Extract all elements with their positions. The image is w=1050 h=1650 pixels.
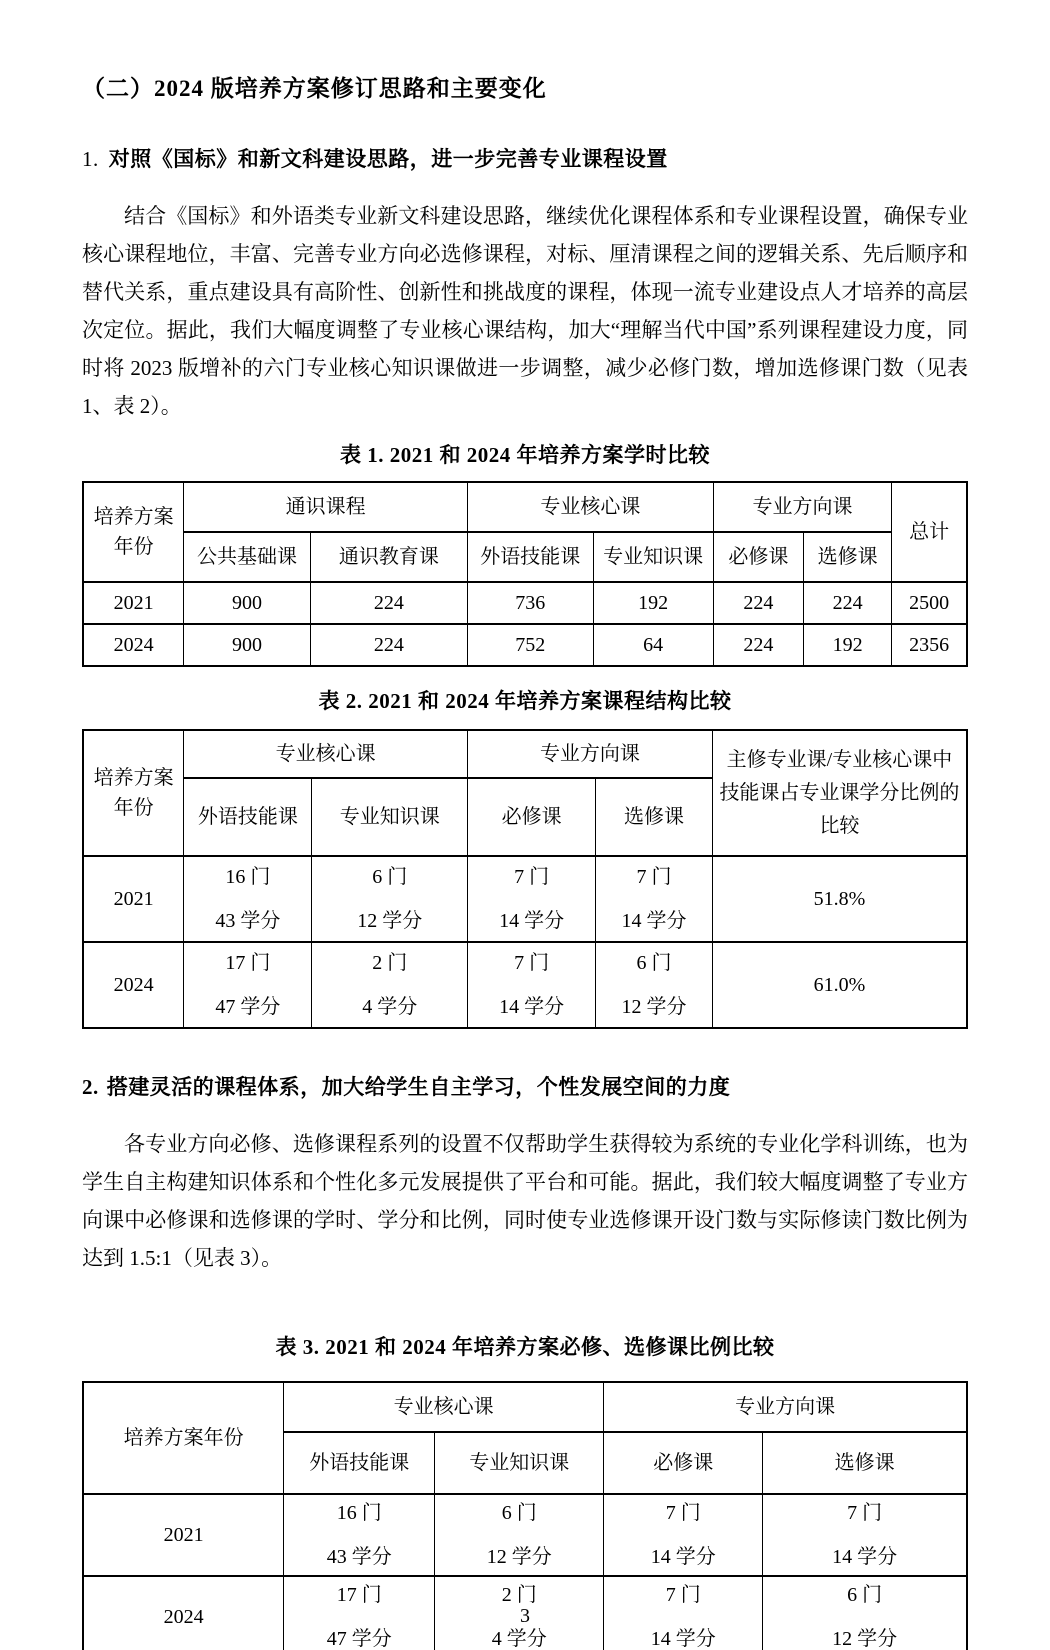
header-cell-group: 专业方向课 [468, 730, 713, 778]
header-cell-group: 专业方向课 [713, 482, 892, 532]
header-cell: 公共基础课 [184, 532, 310, 582]
table-cell: 64 [593, 624, 713, 666]
table-2 [82, 729, 968, 1029]
table-cell-year: 2021 [83, 856, 184, 942]
section-1-paragraph: 结合《国标》和外语类专业新文科建设思路，继续优化课程体系和专业课程设置，确保专业核心课程地位，丰富、完善专业方向必选修课程，对标、厘清课程之间的逻辑关系、先后顺序和替代关系，重点建设具有高阶性、创新性和挑战度的课程，体现一流专业建设点人才培养的高层次定位。据此，我们大幅度调整了专业核心课结构，加大“理解当代中国”系列课程建设力度，同时将 2023 版增补的六门专业核心知识课做进一步调整，减少必修门数，增加选修课门数（见表 1、表 2）。 [82, 204, 968, 418]
table-cell: 16 门 43 学分 [284, 1494, 435, 1576]
table-row [83, 624, 967, 666]
table-cell: 16 门 43 学分 [184, 856, 312, 942]
section-2-paragraph: 各专业方向必修、选修课程系列的设置不仅帮助学生获得较为系统的专业化学科训练，也为学生自主构建知识体系和个性化多元发展提供了平台和可能。据此，我们较大幅度调整了专业方向课中必修课和选修课的学时、学分和比例，同时使专业选修课开设门数与实际修读门数比例为达到 1.5:1（见表 3）。 [82, 1132, 968, 1270]
table-cell: 224 [310, 582, 467, 624]
table-1 [82, 481, 968, 667]
header-cell: 外语技能课 [468, 532, 594, 582]
section-2-title-text: 搭建灵活的课程体系，加大给学生自主学习，个性发展空间的力度 [106, 1075, 731, 1099]
header-cell-group: 专业方向课 [604, 1382, 967, 1432]
header-cell-year: 培养方案年份 [83, 482, 184, 582]
section-1-title [82, 143, 968, 173]
section-1-title-text: 对照《国标》和新文科建设思路，进一步完善专业课程设置 [108, 147, 668, 171]
table-row [83, 942, 967, 1028]
table-cell-year: 2024 [83, 624, 184, 666]
table-row [83, 856, 967, 942]
table-cell: 224 [713, 582, 803, 624]
table-cell: 2 门 4 学分 [312, 942, 468, 1028]
header-cell: 专业知识课 [593, 532, 713, 582]
table-cell: 7 门 14 学分 [468, 856, 596, 942]
table-cell: 900 [184, 582, 310, 624]
table-3-header-row-groups [83, 1382, 967, 1432]
page-title: （二）2024 版培养方案修订思路和主要变化 [82, 76, 547, 101]
table-cell: 6 门 12 学分 [763, 1576, 967, 1650]
table-row [83, 582, 967, 624]
table-cell: 736 [468, 582, 594, 624]
table-cell: 224 [713, 624, 803, 666]
table-cell: 7 门 14 学分 [604, 1576, 763, 1650]
table-cell-year: 2021 [83, 1494, 284, 1576]
table-cell: 6 门 12 学分 [435, 1494, 604, 1576]
table-cell: 7 门 14 学分 [604, 1494, 763, 1576]
header-cell: 必修课 [468, 778, 596, 856]
table-cell: 752 [468, 624, 594, 666]
table-cell: 2 门 4 学分 [435, 1576, 604, 1650]
table-1-header-row-sub [83, 532, 967, 582]
table-cell-year: 2024 [83, 942, 184, 1028]
table-cell: 7 门 14 学分 [596, 856, 713, 942]
table-cell-total: 2500 [892, 582, 967, 624]
header-cell-group: 专业核心课 [284, 1382, 604, 1432]
table-1-title: 表 1. 2021 和 2024 年培养方案学时比较 [340, 443, 710, 467]
table-cell: 192 [593, 582, 713, 624]
header-cell: 专业知识课 [435, 1432, 604, 1494]
header-cell: 通识教育课 [310, 532, 467, 582]
table-cell-year: 2024 [83, 1576, 284, 1650]
table-2-header-row-groups [83, 730, 967, 778]
header-cell-group: 专业核心课 [468, 482, 714, 532]
table-1-header-row-groups [83, 482, 967, 532]
header-cell: 选修课 [596, 778, 713, 856]
header-cell: 外语技能课 [184, 778, 312, 856]
table-cell: 17 门 47 学分 [284, 1576, 435, 1650]
page-number: 3 [520, 1605, 530, 1627]
table-cell: 900 [184, 624, 310, 666]
header-cell-group: 通识课程 [184, 482, 468, 532]
table-3-title: 表 3. 2021 和 2024 年培养方案必修、选修课比例比较 [275, 1335, 775, 1359]
header-cell-year: 培养方案年份 [83, 730, 184, 856]
header-cell: 外语技能课 [284, 1432, 435, 1494]
header-cell-group: 专业核心课 [184, 730, 468, 778]
table-cell: 7 门 14 学分 [763, 1494, 967, 1576]
table-cell: 6 门 12 学分 [596, 942, 713, 1028]
table-cell-ratio: 51.8% [712, 856, 967, 942]
header-cell: 选修课 [803, 532, 891, 582]
table-cell: 224 [310, 624, 467, 666]
table-cell: 6 门 12 学分 [312, 856, 468, 942]
header-cell-year: 培养方案年份 [83, 1382, 284, 1494]
header-cell: 专业知识课 [312, 778, 468, 856]
table-2-title: 表 2. 2021 和 2024 年培养方案课程结构比较 [318, 689, 732, 713]
table-cell: 7 门 14 学分 [468, 942, 596, 1028]
table-cell-total: 2356 [892, 624, 967, 666]
table-cell: 192 [803, 624, 891, 666]
header-cell: 必修课 [604, 1432, 763, 1494]
section-2-title [82, 1071, 968, 1101]
section-1-number: 1. [82, 147, 99, 171]
header-cell: 必修课 [713, 532, 803, 582]
section-2-number: 2. [82, 1075, 99, 1099]
table-cell-ratio: 61.0% [712, 942, 967, 1028]
table-cell-year: 2021 [83, 582, 184, 624]
table-cell: 17 门 47 学分 [184, 942, 312, 1028]
header-cell: 选修课 [763, 1432, 967, 1494]
header-cell-ratio: 主修专业课/专业核心课中技能课占专业课学分比例的比较 [712, 730, 967, 856]
table-cell: 224 [803, 582, 891, 624]
table-row [83, 1494, 967, 1576]
header-cell-total: 总计 [892, 482, 967, 582]
